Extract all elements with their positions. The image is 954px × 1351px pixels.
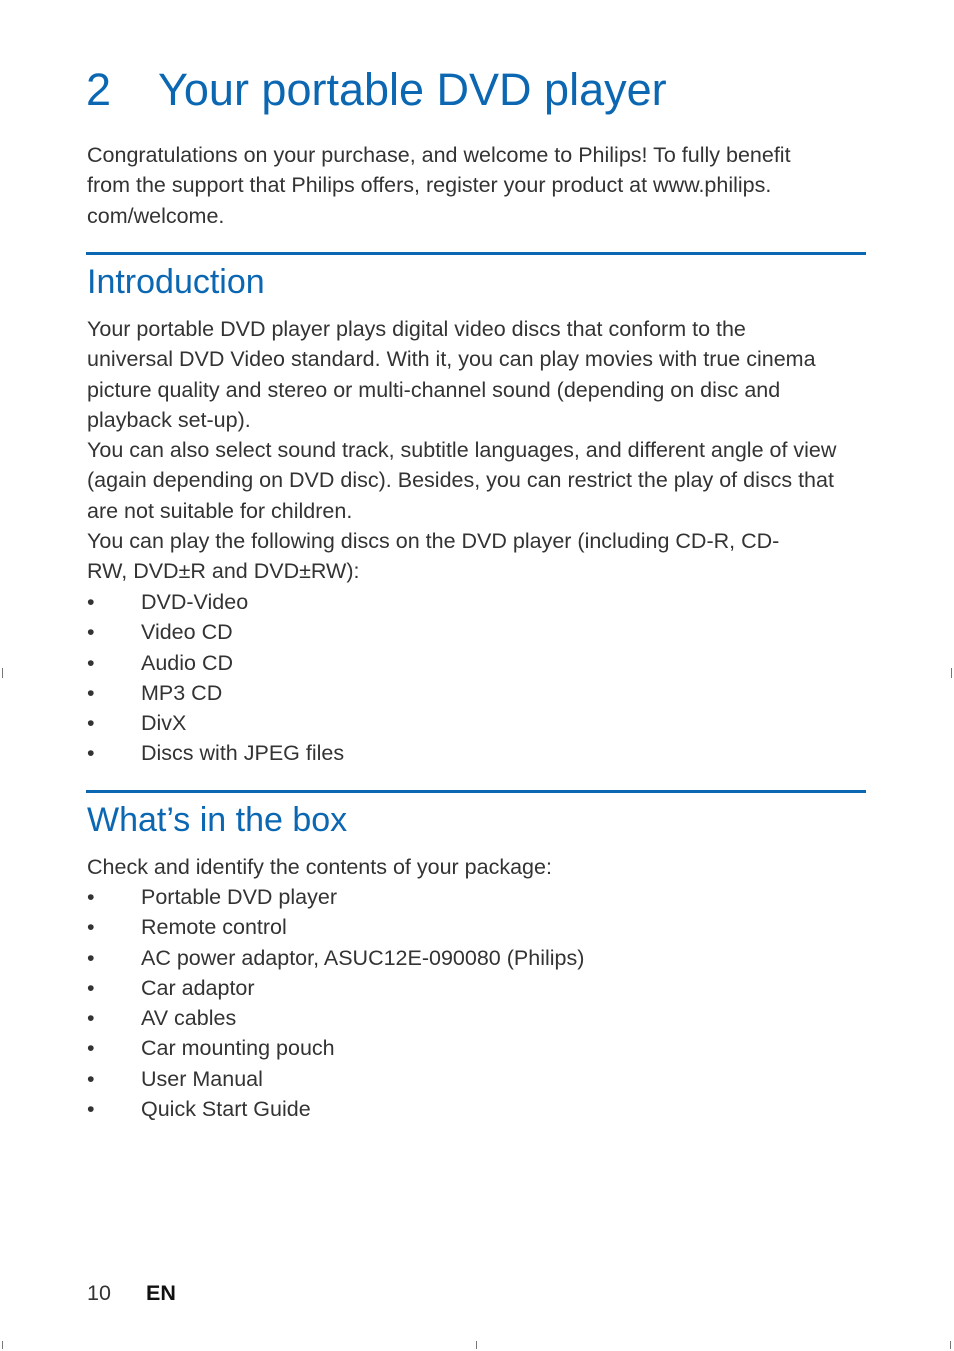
list-item [87, 617, 344, 647]
list-item [87, 587, 344, 617]
crop-mark [2, 668, 3, 678]
paragraph-line: (again depending on DVD disc). Besides, you can restrict the play of discs that [87, 468, 834, 493]
crop-mark [2, 1341, 3, 1349]
crop-mark [950, 1341, 951, 1349]
disc-list [87, 587, 344, 769]
bullet-icon: • [87, 975, 95, 1000]
whats-in-box-heading: What’s in the box [87, 801, 348, 839]
bullet-icon: • [87, 1097, 95, 1122]
bullet-icon: • [87, 590, 95, 614]
list-item [87, 973, 584, 1003]
list-item-text: Remote control [141, 915, 287, 940]
bullet-icon: • [87, 741, 95, 766]
welcome-line: com/welcome. [87, 203, 225, 228]
bullet-icon: • [87, 885, 95, 909]
list-item-text: Audio CD [141, 650, 234, 675]
paragraph-line: universal DVD Video standard. With it, you can play movies with true cinema [87, 347, 816, 372]
list-item-text: DivX [141, 711, 187, 736]
section-divider [86, 252, 866, 255]
bullet-icon: • [87, 650, 95, 675]
list-item [87, 943, 584, 973]
list-item [87, 912, 584, 942]
crop-mark [951, 668, 952, 678]
box-contents-list [87, 882, 584, 1124]
list-item-text: Car mounting pouch [141, 1036, 335, 1061]
paragraph-line: You can play the following discs on the DVD player (including CD-R, CD- [87, 529, 780, 554]
introduction-paragraph [87, 314, 867, 587]
list-item [87, 1064, 584, 1094]
bullet-icon: • [87, 711, 95, 736]
list-item [87, 678, 344, 708]
language-code: EN [146, 1281, 176, 1305]
welcome-paragraph [87, 140, 867, 231]
list-item [87, 1033, 584, 1063]
section-divider [86, 790, 866, 793]
paragraph-line: RW, DVD±R and DVD±RW): [87, 559, 360, 584]
bullet-icon: • [87, 915, 95, 940]
welcome-line: from the support that Philips offers, register your product at www.philips. [87, 173, 772, 198]
list-item-text: AV cables [141, 1006, 237, 1031]
list-item-text: Video CD [141, 620, 233, 645]
list-item [87, 1094, 584, 1124]
list-item-text: DVD-Video [141, 590, 249, 614]
list-item-text: AC power adaptor, ASUC12E-090080 (Philips) [141, 945, 585, 970]
chapter-title: Your portable DVD player [158, 64, 667, 115]
list-item-text: Portable DVD player [141, 885, 337, 909]
bullet-icon: • [87, 1006, 95, 1031]
box-lead-text: Check and identify the contents of your package: [87, 855, 552, 879]
list-item-text: User Manual [141, 1066, 263, 1091]
paragraph-line: Your portable DVD player plays digital video discs that conform to the [87, 317, 746, 341]
list-item [87, 648, 344, 678]
crop-mark [476, 1341, 477, 1349]
list-item [87, 882, 584, 912]
bullet-icon: • [87, 945, 95, 970]
list-item-text: Discs with JPEG files [141, 741, 345, 766]
list-item-text: Car adaptor [141, 975, 255, 1000]
chapter-number: 2 [86, 64, 112, 115]
introduction-heading: Introduction [87, 263, 265, 301]
bullet-icon: • [87, 680, 95, 705]
paragraph-line: picture quality and stereo or multi-channel sound (depending on disc and [87, 377, 781, 402]
paragraph-line: You can also select sound track, subtitle languages, and different angle of view [87, 438, 837, 463]
bullet-icon: • [87, 620, 95, 645]
list-item [87, 708, 344, 738]
bullet-icon: • [87, 1066, 95, 1091]
list-item-text: MP3 CD [141, 680, 223, 705]
page-number: 10 [87, 1281, 111, 1305]
list-item [87, 1003, 584, 1033]
list-item-text: Quick Start Guide [141, 1097, 311, 1122]
paragraph-line: playback set-up). [87, 407, 251, 432]
list-item [87, 738, 344, 768]
bullet-icon: • [87, 1036, 95, 1061]
welcome-line: Congratulations on your purchase, and welcome to Philips! To fully benefit [87, 143, 791, 167]
paragraph-line: are not suitable for children. [87, 498, 353, 523]
